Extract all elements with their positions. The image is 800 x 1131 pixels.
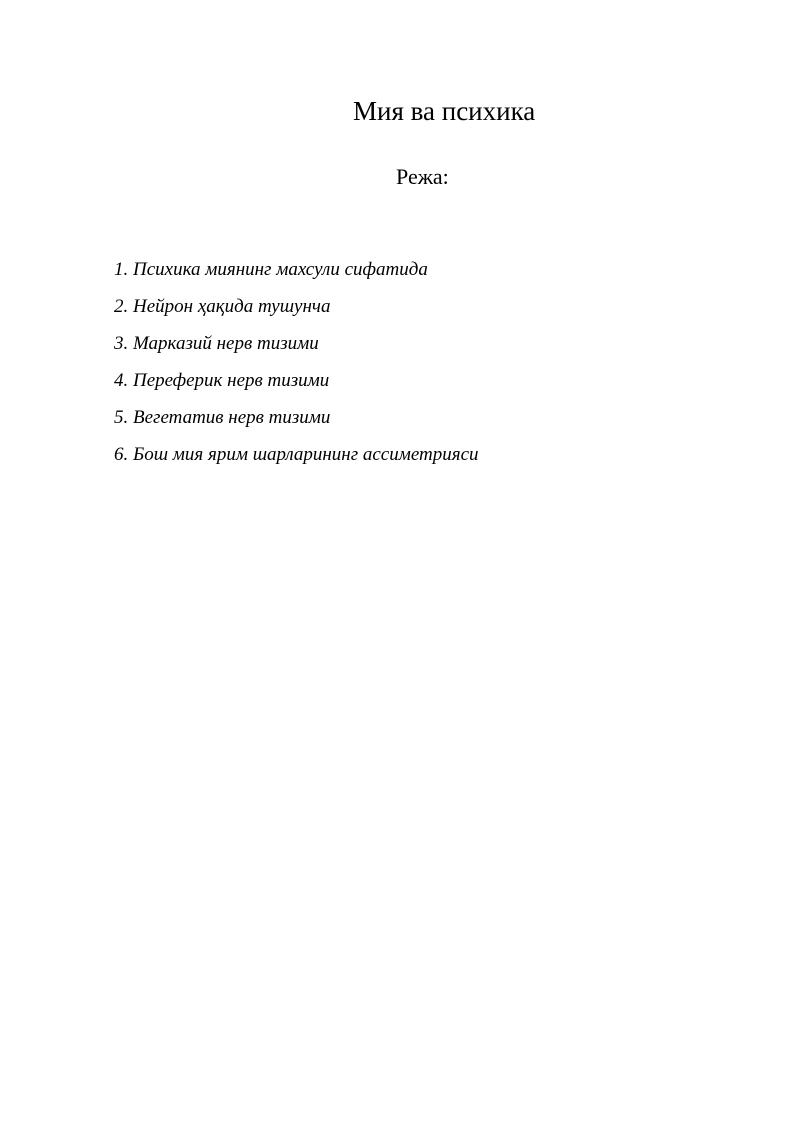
plan-item: 2. Нейрон ҳақида тушунча: [114, 296, 331, 317]
plan-list: [114, 258, 479, 480]
document-title: Мия ва психика: [353, 96, 536, 126]
plan-item: 5. Вегетатив нерв тизими: [114, 407, 331, 428]
plan-item: 4. Переферик нерв тизими: [114, 370, 330, 391]
plan-item: 1. Психика миянинг махсули сифатида: [114, 259, 428, 280]
plan-item: 3. Марказий нерв тизими: [114, 333, 319, 354]
plan-item: 6. Бош мия ярим шарларининг ассиметрияси: [114, 444, 479, 465]
plan-heading: Режа:: [396, 164, 449, 189]
